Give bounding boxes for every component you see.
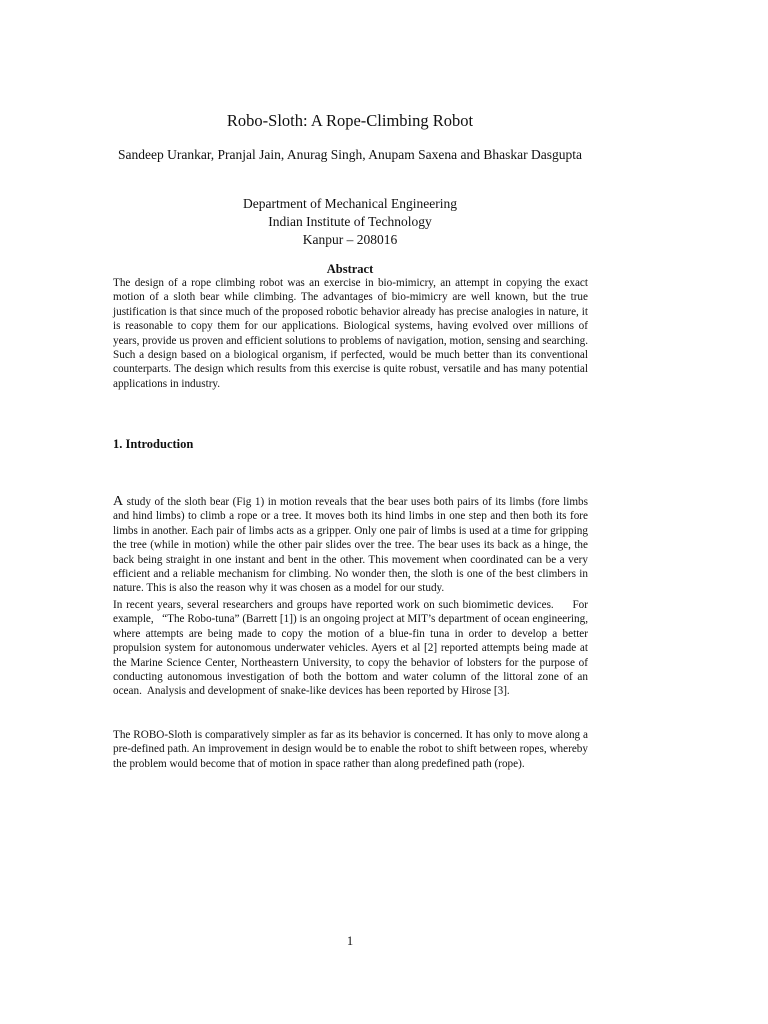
affiliation-institute: Indian Institute of Technology [268,214,432,229]
paper-title: Robo-Sloth: A Rope-Climbing Robot [226,111,474,130]
introduction-paragraph-1 [113,495,588,596]
abstract-text: The design of a rope climbing robot was an exercise in bio-mimicry, an attempt in copying the exact motion of a sloth bear while climbing. The advantages of bio-mimicry are well known, but the true justification is that since much of the proposed robotic behavior already has precise analogies in nature, it is reasonable to copy them for our applications. Biological systems, having evolved over millions of years, provide us proven and efficient solutions to problems of navigation, motion, sensing and searching. Such a design based on a biological organism, if perfected, would be much better than its conventional counterparts. The design which results from this exercise is quite robust, versatile and has many potential applications in industry. [113,277,588,390]
page-number: 1 [346,934,354,948]
author-list: Sandeep Urankar, Pranjal Jain, Anurag Singh, Anupam Saxena and Bhaskar Dasgupta [118,147,582,162]
affiliation-block [0,195,700,249]
introduction-first-letter: A [113,494,124,509]
affiliation-location: Kanpur – 208016 [302,232,398,247]
introduction-paragraph-3: The ROBO-Sloth is comparatively simpler as far as its behavior is concerned. It has only to move along a pre-defined path. An improvement in design would be to enable the robot to shift between ropes, whereby the problem would become that of motion in space rather than along predefined path (rope). [113,729,588,770]
abstract-heading: Abstract [326,262,374,276]
introduction-paragraph-2: In recent years, several researchers and groups have reported work on such biomimetic devices. For example, “The Robo-tuna” (Barrett [1]) is an ongoing project at MIT’s department of ocean engineering, where attempts are being made to copy the motion of a blue-fin tuna in order to develop a better propulsion system for autonomous underwater vehicles. Ayers et al [2] reported attempts being made at the Marine Science Center, Northeastern University, to copy the behavior of lobsters for the purpose of conducting autonomous investigation of both the bottom and water column of the littoral zone of an ocean. Analysis and development of snake-like devices has been reported by Hirose [3]. [113,599,591,698]
affiliation-department: Department of Mechanical Engineering [242,196,458,211]
introduction-heading: 1. Introduction [113,437,194,451]
introduction-paragraph-1-text: study of the sloth bear (Fig 1) in motion reveals that the bear uses both pairs of its limbs (fore limbs and hind limbs) to climb a rope or a tree. It moves both its hind limbs in one step and then both its fore limbs in another. Each pair of limbs acts as a gripper. Only one pair of limbs is used at a time for gripping the tree (while in motion) while the other pair slides over the tree. The bear uses its back as a hinge, the back being straight in one instant and bent in the other. This movement when coordinated can be a very efficient and a reliable mechanism for climbing. No wonder then, the sloth is one of the best climbers in nature. This is also the reason why it was chosen as a model for our study. [113,496,588,595]
